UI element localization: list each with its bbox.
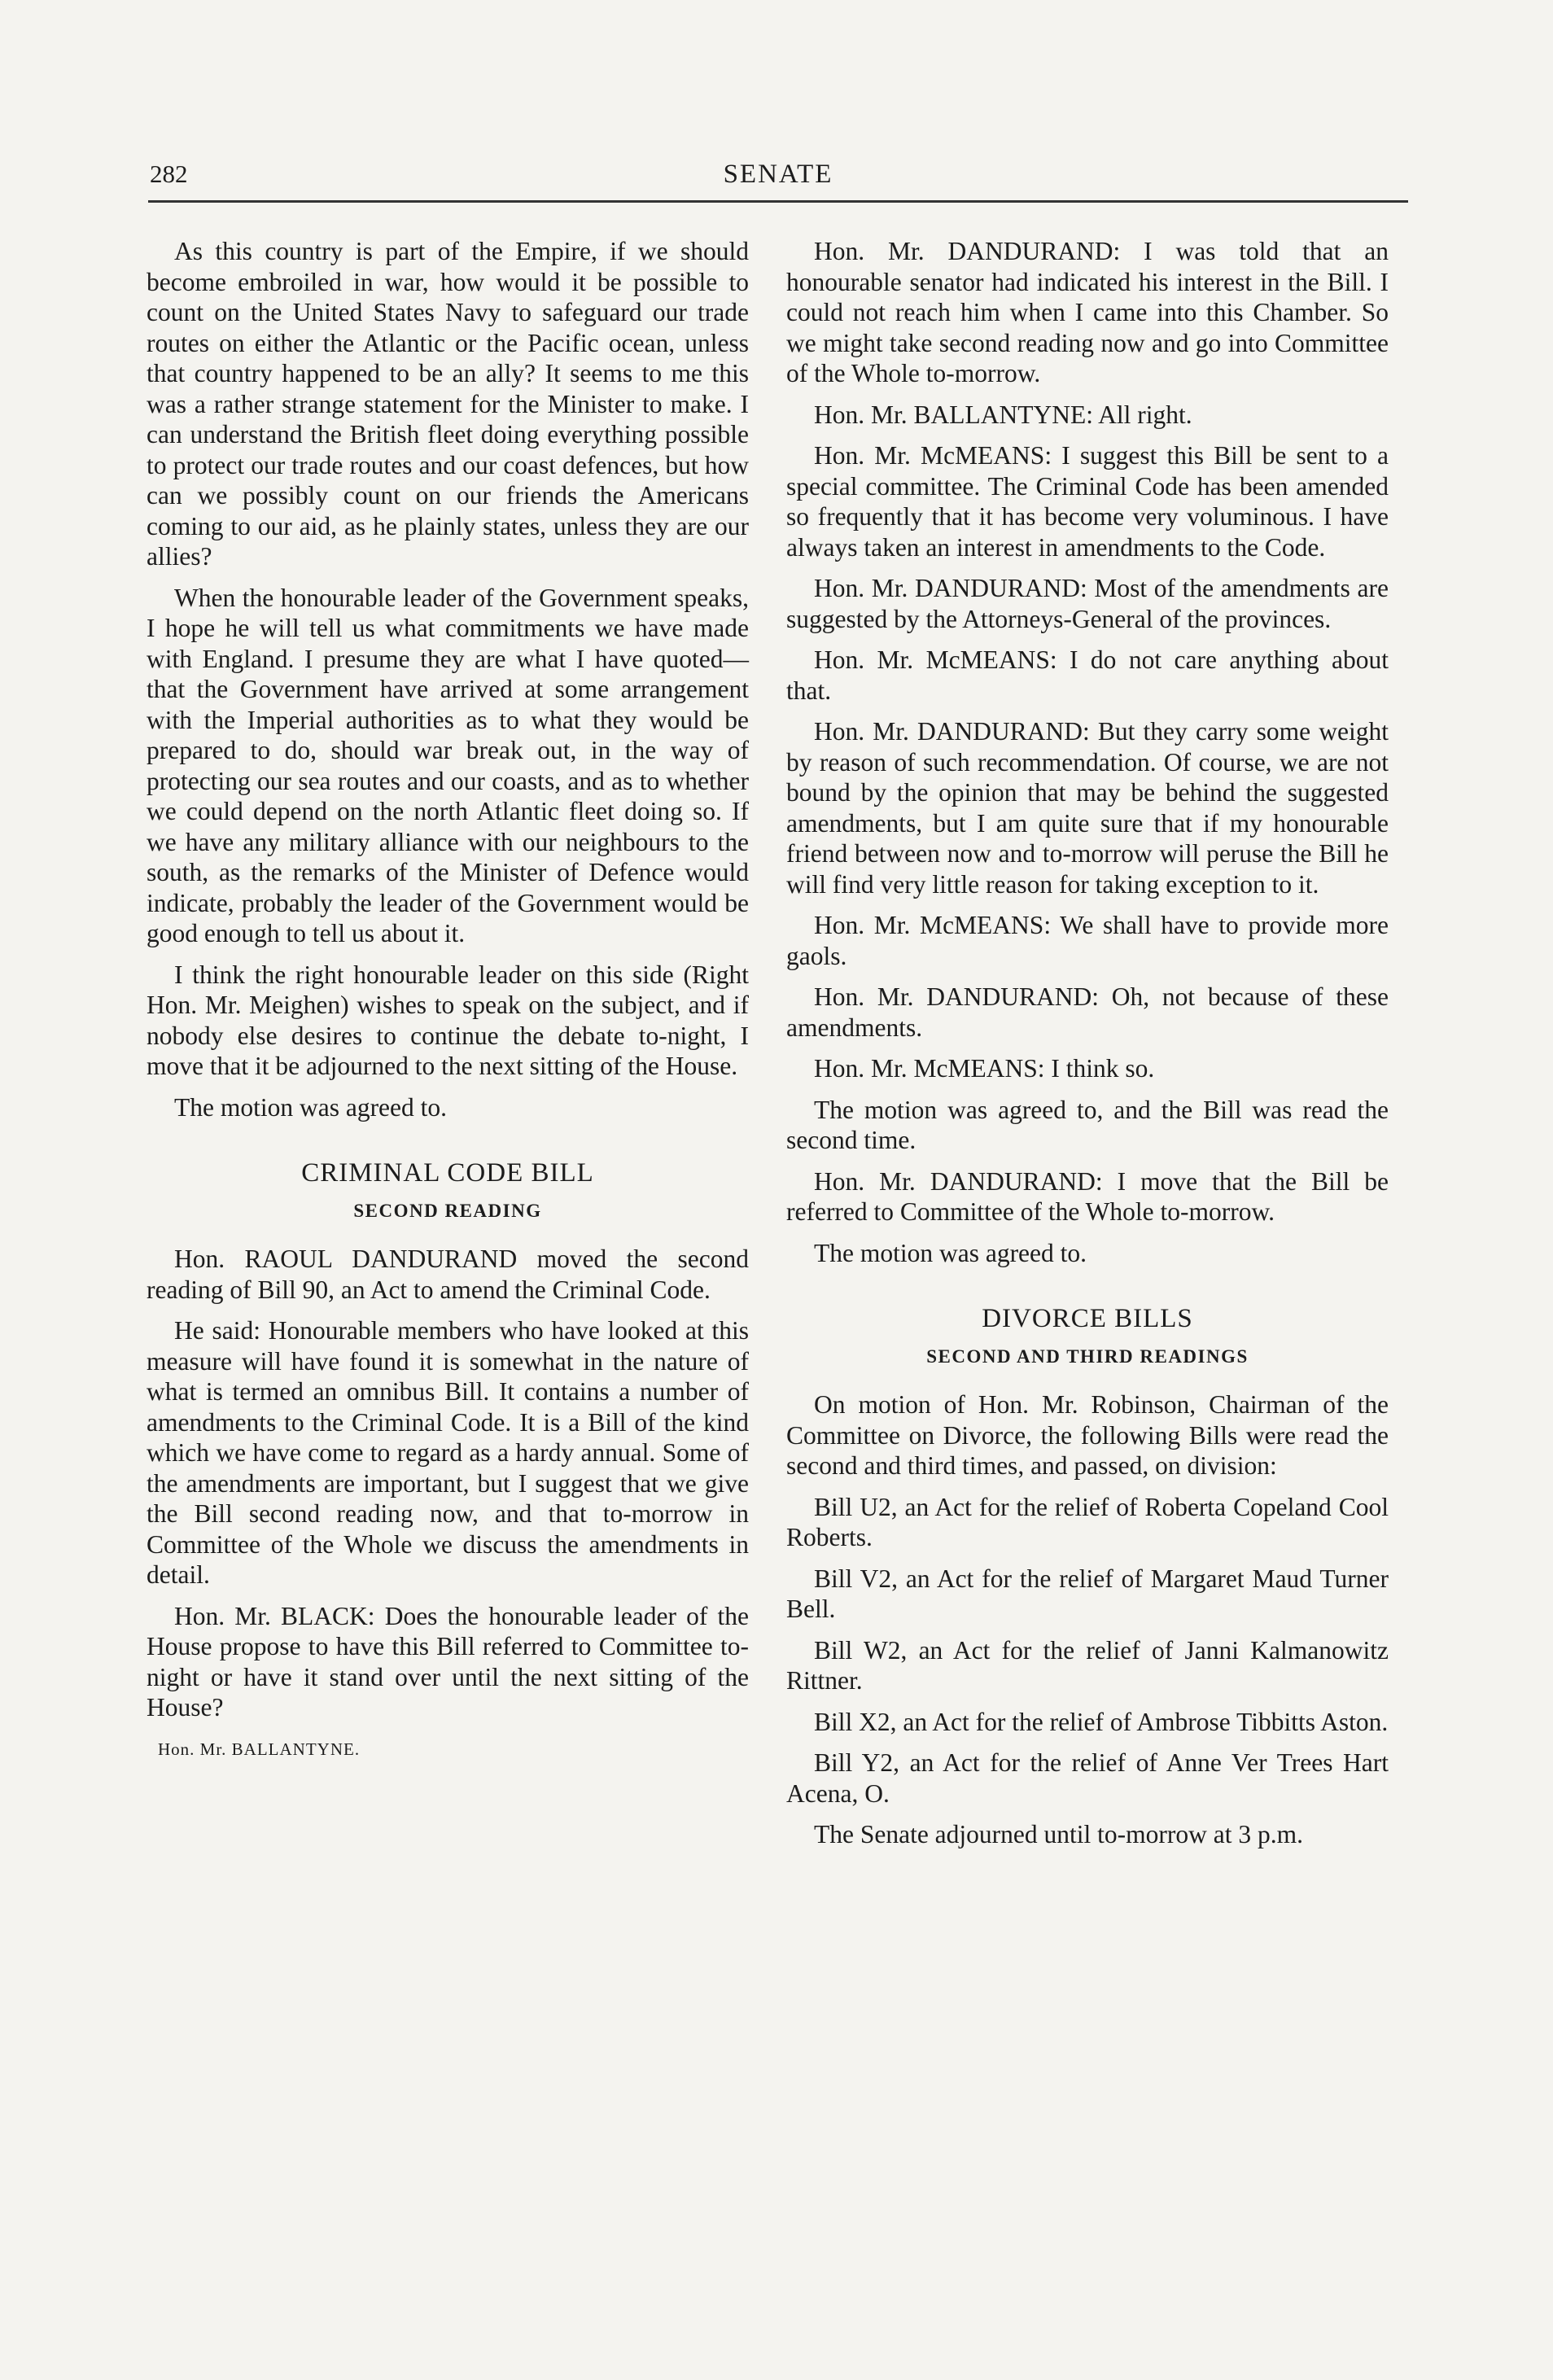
- paragraph: Hon. RAOUL DANDURAND moved the second reading of Bill 90, an Act to amend the Criminal Code.: [147, 1245, 749, 1304]
- paragraph: I think the right honourable leader on this side (Right Hon. Mr. Meighen) wishes to speak on the subject, and if nobody else desires to continue the debate to-night, I move that it be adjourned to the next sitting of the House.: [147, 960, 749, 1080]
- paragraph: The motion was agreed to.: [174, 1092, 448, 1122]
- paragraph: On motion of Hon. Mr. Robinson, Chairman of the Committee on Divorce, the following Bills were read the second and third times, and passed, on division:: [786, 1390, 1389, 1480]
- page-header: [148, 153, 1408, 203]
- paragraph: Hon. Mr. DANDURAND: But they carry some weight by reason of such recommendation. Of course, we are not bound by the opinion that may be behind the suggested amendments, but I am quite sure that if my honourable friend between now and to-morrow will peruse the Bill he will find very little reason for taking exception to it.: [786, 717, 1389, 899]
- page-number: 282: [150, 160, 188, 188]
- paragraph: Hon. Mr. BLACK: Does the honourable leader of the House propose to have this Bill referred to Committee to-night or have it stand over until the next sitting of the House?: [147, 1601, 749, 1722]
- section-subheading: SECOND AND THIRD READINGS: [926, 1345, 1249, 1367]
- right-column: [786, 236, 1389, 1861]
- section-subheading: SECOND READING: [353, 1200, 542, 1221]
- page-footer: Hon. Mr. BALLANTYNE.: [158, 1739, 361, 1759]
- paragraph: Bill V2, an Act for the relief of Margaret Maud Turner Bell.: [786, 1564, 1389, 1623]
- paragraph: Hon. Mr. DANDURAND: Most of the amendments are suggested by the Attorneys-General of the provinces.: [786, 574, 1389, 633]
- running-head-title: SENATE: [723, 160, 833, 189]
- paragraph: Bill W2, an Act for the relief of Janni Kalmanowitz Rittner.: [786, 1635, 1389, 1695]
- paragraph: Hon. Mr. DANDURAND: Oh, not because of these amendments.: [786, 982, 1389, 1042]
- paragraph: Hon. Mr. DANDURAND: I was told that an honourable senator had indicated his interest in the Bill. I could not reach him when I came into this Chamber. So we might take second reading now and go into Committee of the Whole to-morrow.: [786, 237, 1389, 387]
- paragraph: When the honourable leader of the Government speaks, I hope he will tell us what commitments we have made with England. I presume they are what I have quoted—that the Government have arrived at some arrangement with the Imperial authorities as to what they would be prepared to do, should war break out, in the way of protecting our sea routes and our coasts, and as to whether we could depend on the north Atlantic fleet doing so. If we have any military alliance with our neighbours to the south, as the remarks of the Minister of Defence would indicate, probably the leader of the Government would be good enough to tell us about it.: [147, 583, 749, 947]
- paragraph: The motion was agreed to, and the Bill was read the second time.: [786, 1095, 1389, 1154]
- paragraph: As this country is part of the Empire, if we should become embroiled in war, how would it be possible to count on the United States Navy to safeguard our trade routes on either the Atlantic or the Pacific ocean, unless that country happened to be an ally? It seems to me this was a rather strange statement for the Minister to make. I can understand the British fleet doing everything possible to protect our trade routes and our coast defences, but how can we possibly count on our friends the Americans coming to our aid, as he plainly states, unless they are our allies?: [147, 237, 749, 571]
- left-column: [147, 236, 749, 1765]
- paragraph: Hon. Mr. DANDURAND: I move that the Bill be referred to Committee of the Whole to-morrow.: [786, 1166, 1389, 1226]
- paragraph: The Senate adjourned until to-morrow at 3 p.m.: [814, 1820, 1303, 1848]
- section-heading-divorce-bills: DIVORCE BILLS: [982, 1304, 1193, 1333]
- paragraph: Hon. Mr. McMEANS: I do not care anything about that.: [786, 645, 1389, 705]
- paragraph: The motion was agreed to.: [814, 1238, 1087, 1267]
- paragraph: Bill Y2, an Act for the relief of Anne Ver Trees Hart Acena, O.: [786, 1748, 1389, 1808]
- paragraph: Bill X2, an Act for the relief of Ambrose Tibbitts Aston.: [814, 1707, 1389, 1736]
- paragraph: Hon. Mr. McMEANS: I think so.: [814, 1054, 1155, 1083]
- paragraph: Hon. Mr. McMEANS: I suggest this Bill be sent to a special committee. The Criminal Code has been amended so frequently that it has become very voluminous. I have always taken an interest in amendments to the Code.: [786, 441, 1389, 562]
- paragraph: He said: Honourable members who have looked at this measure will have found it is somewhat in the nature of what is termed an omnibus Bill. It contains a number of amendments to the Criminal Code. It is a Bill of the kind which we have come to regard as a hardy annual. Some of the amendments are important, but I suggest that we give the Bill second reading now, and that to-morrow in Committee of the Whole we discuss the amendments in detail.: [147, 1316, 749, 1589]
- paragraph: Hon. Mr. McMEANS: We shall have to provide more gaols.: [786, 911, 1389, 970]
- paragraph: Hon. Mr. BALLANTYNE: All right.: [814, 400, 1192, 429]
- section-heading-criminal-code: CRIMINAL CODE BILL: [301, 1158, 594, 1188]
- paragraph: Bill U2, an Act for the relief of Roberta Copeland Cool Roberts.: [786, 1492, 1389, 1551]
